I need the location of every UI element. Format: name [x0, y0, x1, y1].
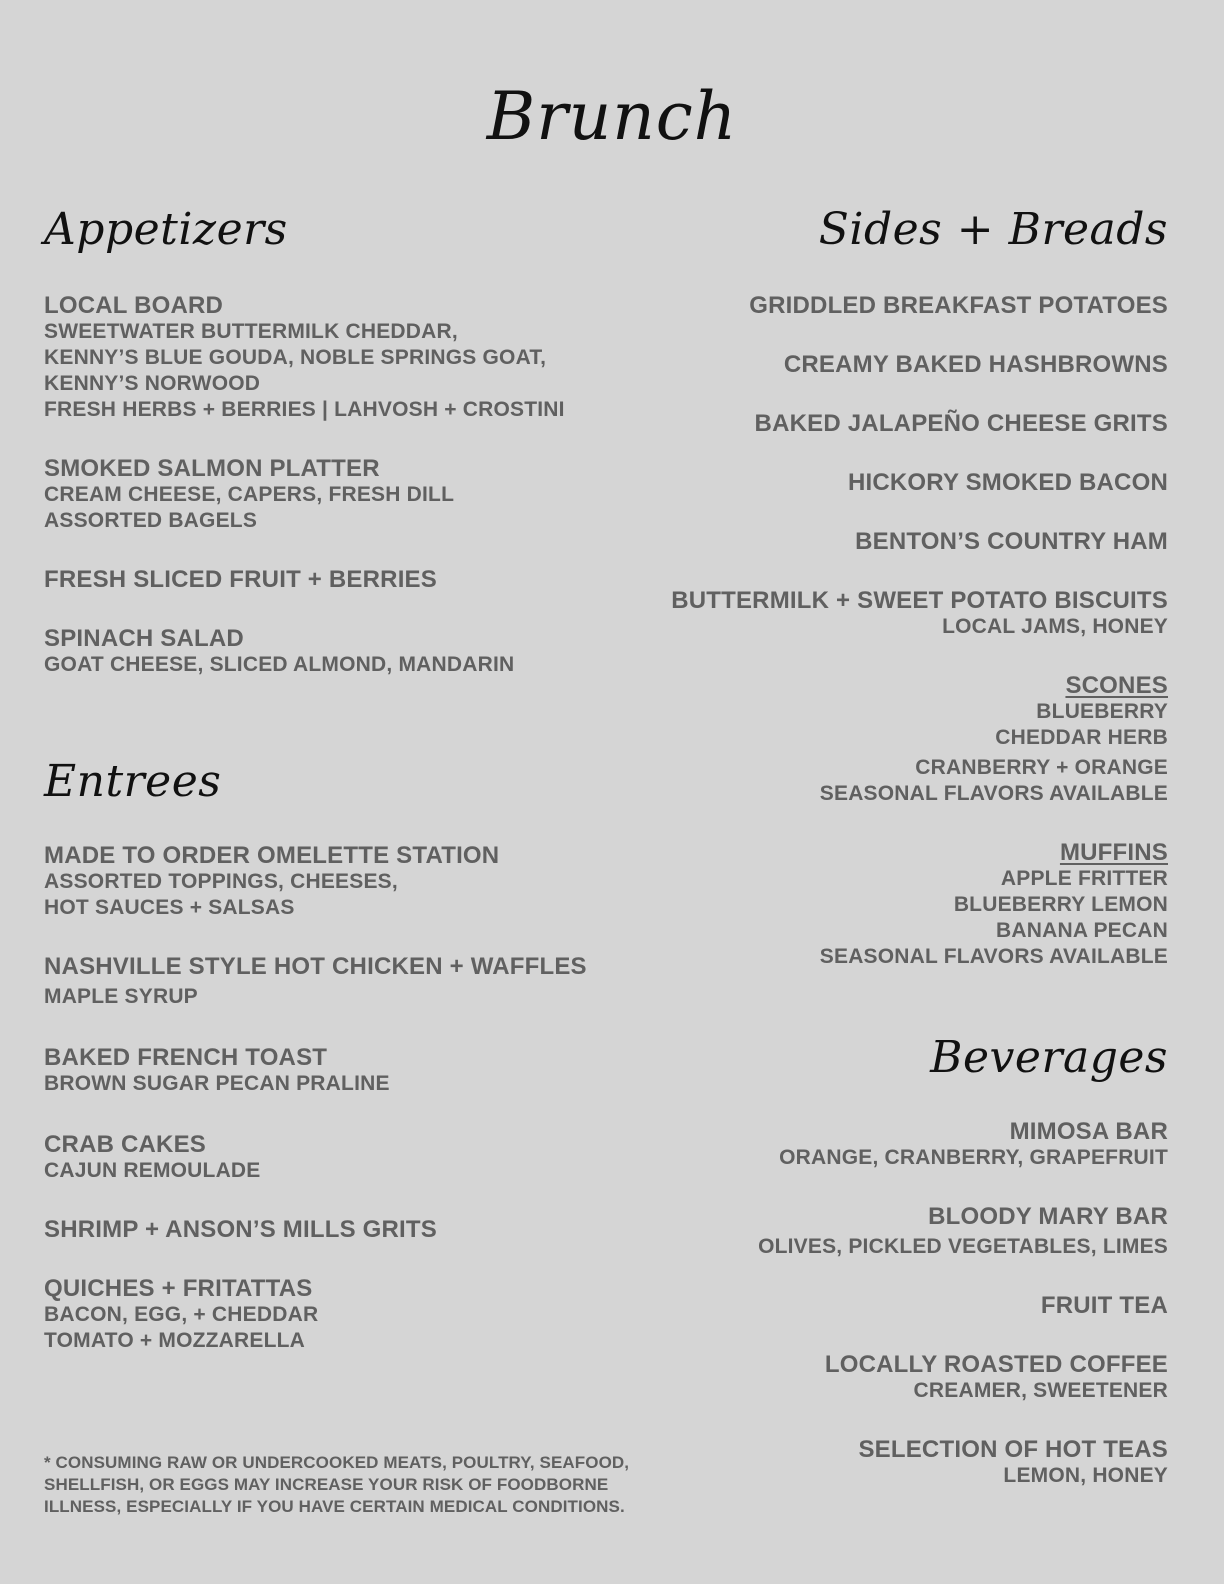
item-desc: CREAM CHEESE, CAPERS, FRESH DILL	[44, 483, 455, 506]
item-name: QUICHES + FRITATTAS	[44, 1275, 313, 1302]
item-name: SCONES	[1065, 672, 1168, 699]
item-desc: SEASONAL FLAVORS AVAILABLE	[819, 945, 1168, 968]
menu-item-fruit-tea	[758, 1292, 1168, 1319]
entrees-heading: Entrees	[44, 756, 222, 807]
item-desc: BLUEBERRY LEMON	[953, 893, 1168, 916]
item-name: BLOODY MARY BAR	[928, 1203, 1168, 1230]
sides-breads-section	[671, 292, 1168, 970]
menu-item-crab-cakes	[44, 1131, 587, 1184]
item-name: CREAMY BAKED HASHBROWNS	[783, 351, 1168, 378]
menu-item-scones	[671, 672, 1168, 807]
beverages-section	[758, 1118, 1168, 1489]
menu-item-quiches	[44, 1275, 587, 1354]
item-desc: GOAT CHEESE, SLICED ALMOND, MANDARIN	[44, 653, 515, 676]
item-desc: LEMON, HONEY	[1003, 1464, 1168, 1487]
menu-item-potatoes	[671, 292, 1168, 319]
item-desc: LOCAL JAMS, HONEY	[942, 615, 1168, 638]
item-desc: CREAMER, SWEETENER	[913, 1379, 1168, 1402]
menu-item-biscuits	[671, 587, 1168, 640]
item-desc: SEASONAL FLAVORS AVAILABLE	[819, 782, 1168, 805]
beverages-heading: Beverages	[930, 1032, 1168, 1083]
item-name: LOCALLY ROASTED COFFEE	[824, 1351, 1168, 1378]
item-desc: ASSORTED TOPPINGS, CHEESES,	[44, 870, 398, 893]
item-name: BAKED JALAPEÑO CHEESE GRITS	[754, 410, 1168, 437]
item-desc: CRANBERRY + ORANGE	[915, 756, 1168, 779]
item-name: SMOKED SALMON PLATTER	[44, 455, 380, 482]
menu-item-muffins	[671, 839, 1168, 970]
allergy-disclaimer: * CONSUMING RAW OR UNDERCOOKED MEATS, POULTRY, SEAFOOD, SHELLFISH, OR EGGS MAY INCREASE YOUR RISK OF FOODBORNE ILLNESS, ESPECIALLY IF YOU HAVE CERTAIN MEDICAL CONDITIONS.	[44, 1453, 630, 1516]
item-name: BAKED FRENCH TOAST	[44, 1044, 328, 1071]
item-name: SHRIMP + ANSON’S MILLS GRITS	[44, 1216, 437, 1243]
item-desc: MAPLE SYRUP	[44, 985, 198, 1008]
appetizers-heading: Appetizers	[44, 204, 288, 255]
menu-item-hot-chicken	[44, 953, 587, 1010]
item-name: FRUIT TEA	[1040, 1292, 1168, 1319]
menu-item-omelette	[44, 842, 587, 921]
item-desc: OLIVES, PICKLED VEGETABLES, LIMES	[758, 1235, 1168, 1258]
item-desc: CAJUN REMOULADE	[44, 1159, 261, 1182]
item-desc: BACON, EGG, + CHEDDAR	[44, 1303, 319, 1326]
item-desc: BROWN SUGAR PECAN PRALINE	[44, 1072, 390, 1095]
menu-item-mimosa-bar	[758, 1118, 1168, 1171]
item-desc: FRESH HERBS + BERRIES | LAHVOSH + CROSTINI	[44, 398, 565, 421]
item-desc: BANANA PECAN	[996, 919, 1168, 942]
item-desc: CHEDDAR HERB	[995, 726, 1168, 749]
item-name: GRIDDLED BREAKFAST POTATOES	[749, 292, 1168, 319]
item-name: LOCAL BOARD	[44, 292, 224, 319]
item-name: SELECTION OF HOT TEAS	[858, 1436, 1168, 1463]
item-desc: ORANGE, CRANBERRY, GRAPEFRUIT	[779, 1146, 1168, 1169]
item-name: FRESH SLICED FRUIT + BERRIES	[44, 566, 437, 593]
item-name: NASHVILLE STYLE HOT CHICKEN + WAFFLES	[44, 953, 587, 980]
menu-item-grits	[671, 410, 1168, 437]
item-name: BENTON’S COUNTRY HAM	[855, 528, 1168, 555]
menu-item-ham	[671, 528, 1168, 555]
sides-breads-heading: Sides + Breads	[818, 204, 1168, 255]
item-desc: HOT SAUCES + SALSAS	[44, 896, 295, 919]
item-name: MADE TO ORDER OMELETTE STATION	[44, 842, 500, 869]
menu-item-french-toast	[44, 1044, 587, 1097]
item-desc: KENNY’S BLUE GOUDA, NOBLE SPRINGS GOAT,	[44, 346, 547, 369]
item-name: MUFFINS	[1059, 839, 1168, 866]
page-title: Brunch	[486, 78, 738, 155]
item-name: HICKORY SMOKED BACON	[847, 469, 1168, 496]
item-desc: KENNY’S NORWOOD	[44, 372, 261, 395]
item-desc: ASSORTED BAGELS	[44, 509, 258, 532]
menu-item-local-board	[44, 292, 565, 423]
menu-item-hashbrowns	[671, 351, 1168, 378]
menu-item-coffee	[758, 1351, 1168, 1404]
item-name: CRAB CAKES	[44, 1131, 207, 1158]
menu-item-bloody-mary-bar	[758, 1203, 1168, 1260]
menu-item-fresh-fruit	[44, 566, 565, 593]
item-desc: APPLE FRITTER	[1000, 867, 1168, 890]
item-name: BUTTERMILK + SWEET POTATO BISCUITS	[671, 587, 1168, 614]
item-name: SPINACH SALAD	[44, 625, 244, 652]
menu-item-spinach-salad	[44, 625, 565, 678]
menu-item-hot-teas	[758, 1436, 1168, 1489]
appetizers-section	[44, 292, 565, 678]
item-desc: SWEETWATER BUTTERMILK CHEDDAR,	[44, 320, 458, 343]
menu-item-smoked-salmon	[44, 455, 565, 534]
menu-item-shrimp-grits	[44, 1216, 587, 1243]
item-name: MIMOSA BAR	[1009, 1118, 1168, 1145]
item-desc: TOMATO + MOZZARELLA	[44, 1329, 306, 1352]
entrees-section	[44, 842, 587, 1354]
menu-item-bacon	[671, 469, 1168, 496]
item-desc: BLUEBERRY	[1036, 700, 1168, 723]
